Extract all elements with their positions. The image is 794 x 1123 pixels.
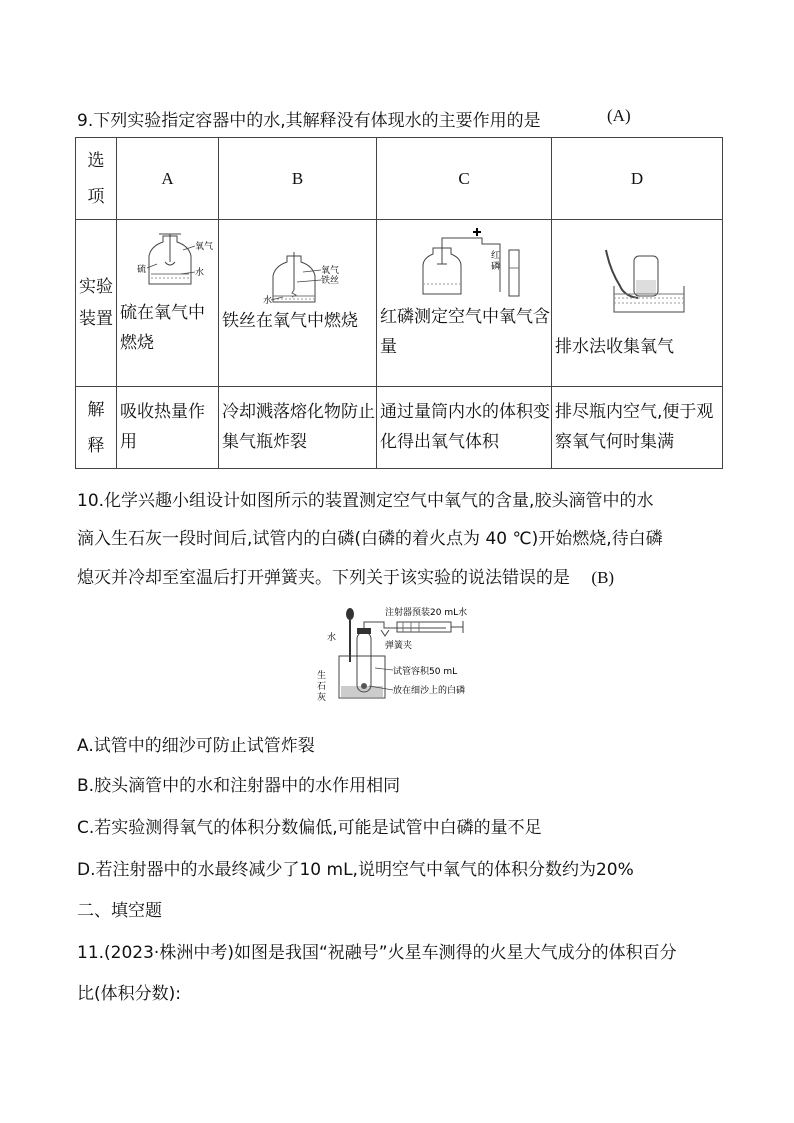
figure-label: 试管容积50 mL xyxy=(393,667,458,677)
diagram-label: 氧气 xyxy=(195,242,214,252)
explanation-cell-D xyxy=(552,387,723,469)
explanation-cell-B xyxy=(219,387,377,469)
question-10-option-A: A.试管中的细沙可防止试管炸裂 xyxy=(77,736,315,756)
figure-label: 注射器预装20 mL水 xyxy=(385,608,468,618)
question-11-line-2: 比(体积分数): xyxy=(77,984,181,1004)
diagram-label: 硫 xyxy=(137,265,147,275)
diagram-label: 红 xyxy=(491,251,501,261)
figure-label: 弹簧夹 xyxy=(385,641,413,651)
row-header-char: 选 xyxy=(87,150,105,171)
explanation-B: 冷却溅落熔化物防止集气瓶炸裂 xyxy=(222,402,375,452)
row-header-char: 释 xyxy=(87,435,105,456)
row-header-char: 解 xyxy=(87,399,105,420)
row-header-char: 装置 xyxy=(79,309,113,329)
iron-burning-diagram xyxy=(263,250,343,310)
diagram-label: 水 xyxy=(263,296,273,306)
row-header-devices xyxy=(76,220,117,387)
figure-label: 石 xyxy=(317,682,327,692)
explanation-A: 吸收热量作用 xyxy=(120,402,205,452)
question-10-line-3-text: 熄灭并冷却至室温后打开弹簧夹。下列关于该实验的说法错误的是 xyxy=(77,568,570,588)
question-10-line-1: 10.化学兴趣小组设计如图所示的装置测定空气中氧气的含量,胶头滴管中的水 xyxy=(77,491,654,511)
option-B-header: B xyxy=(219,138,377,220)
device-caption-D: 排水法收集氧气 xyxy=(555,337,674,357)
water-collection-diagram xyxy=(596,246,686,316)
explanation-cell-C xyxy=(377,387,552,469)
question-9 xyxy=(77,106,631,131)
figure-label: 水 xyxy=(327,633,337,643)
row-header-options xyxy=(76,138,117,220)
option-C-header: C xyxy=(377,138,552,220)
question-10-option-C: C.若实验测得氧气的体积分数偏低,可能是试管中白磷的量不足 xyxy=(77,818,542,838)
diagram-label: 磷 xyxy=(491,262,501,272)
question-9-stem: 9.下列实验指定容器中的水,其解释没有体现水的主要作用的是 xyxy=(77,111,541,131)
device-cell-D xyxy=(552,220,723,387)
option-A-header: A xyxy=(117,138,219,220)
explanation-C: 通过量筒内水的体积变化得出氧气体积 xyxy=(380,402,550,452)
device-caption-A: 硫在氧气中燃烧 xyxy=(120,303,205,353)
device-cell-C xyxy=(377,220,552,387)
row-header-char: 实验 xyxy=(79,277,113,297)
figure-label: 灰 xyxy=(317,693,327,703)
sulfur-burning-diagram xyxy=(135,228,215,294)
table-row-devices xyxy=(76,220,723,387)
figure-label: 放在细沙上的白磷 xyxy=(393,686,466,696)
table-row-options xyxy=(76,138,723,220)
row-header-char: 项 xyxy=(87,186,105,207)
row-header-explanations xyxy=(76,387,117,469)
question-9-table xyxy=(75,137,723,469)
explanation-cell-A xyxy=(117,387,219,469)
red-phosphorus-diagram xyxy=(421,228,541,298)
device-cell-B xyxy=(219,220,377,387)
question-10-option-B: B.胶头滴管中的水和注射器中的水作用相同 xyxy=(77,776,401,796)
question-10-line-3 xyxy=(77,563,614,588)
question-10-option-D: D.若注射器中的水最终减少了10 mL,说明空气中氧气的体积分数约为20% xyxy=(77,860,634,880)
device-caption-C: 红磷测定空气中氧气含量 xyxy=(380,307,550,357)
diagram-label: 氧气 xyxy=(321,266,340,276)
question-9-answer: (A) xyxy=(607,106,631,125)
device-cell-A xyxy=(117,220,219,387)
question-10-answer: (B) xyxy=(591,568,615,587)
table-row-explanations xyxy=(76,387,723,469)
device-caption-B: 铁丝在氧气中燃烧 xyxy=(222,311,358,331)
diagram-label: 水 xyxy=(195,268,205,278)
diagram-label: 铁丝 xyxy=(321,276,340,286)
question-10-line-2: 滴入生石灰一段时间后,试管内的白磷(白磷的着火点为 40 ℃)开始燃烧,待白磷 xyxy=(77,529,663,549)
figure-label: 生 xyxy=(317,671,327,681)
question-11-line-1: 11.(2023·株洲中考)如图是我国“祝融号”火星车测得的火星大气成分的体积百分 xyxy=(77,943,677,963)
option-D-header: D xyxy=(552,138,723,220)
section-2-title: 二、填空题 xyxy=(77,901,162,921)
question-10-apparatus-diagram xyxy=(315,604,490,704)
explanation-D: 排尽瓶内空气,便于观察氧气何时集满 xyxy=(555,402,714,452)
